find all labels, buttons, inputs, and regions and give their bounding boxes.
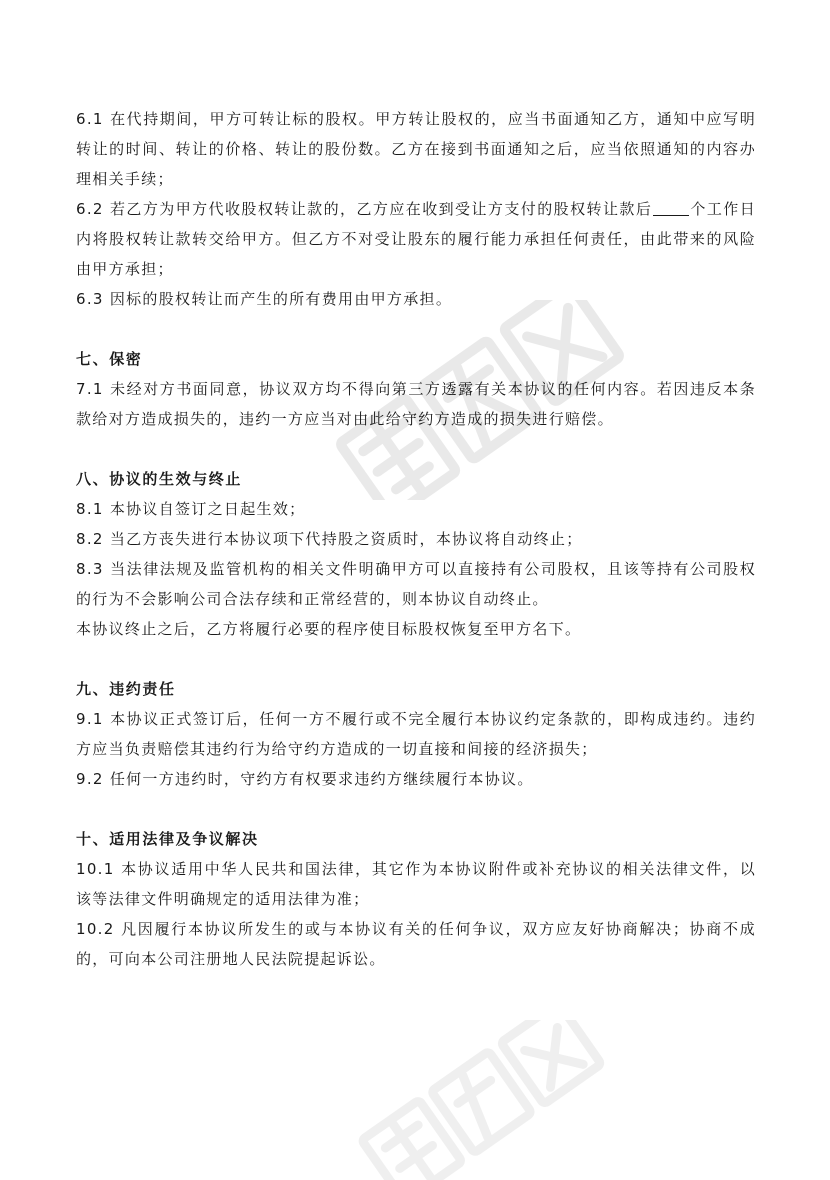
section-8-heading: 八、协议的生效与终止 — [76, 470, 243, 488]
clause-6-2-text-b: 个工作日内将股权转让款转交给甲方。但乙方不对受让股东的履行能力承担任何责任，由此带来的风险由甲方承担； — [76, 200, 756, 278]
watermark-seal-bottom — [330, 1020, 630, 1180]
section-7-heading: 七、保密 — [76, 350, 143, 368]
clause-6-1: 6.1 在代持期间，甲方可转让标的股权。甲方转让股权的，应当书面通知乙方，通知中应写明转让的时间、转让的价格、转让的股份数。乙方在接到书面通知之后，应当依照通知的内容办理相关手续； — [76, 110, 756, 188]
clause-6-3: 6.3 因标的股权转让而产生的所有费用由甲方承担。 — [76, 290, 453, 308]
clause-9-1: 9.1 本协议正式签订后，任何一方不履行或不完全履行本协议约定条款的，即构成违约。违约方应当负责赔偿其违约行为给守约方造成的一切直接和间接的经济损失； — [76, 710, 756, 758]
clause-8-2: 8.2 当乙方丧失进行本协议项下代持股之资质时，本协议将自动终止； — [76, 530, 583, 548]
document-body — [76, 104, 756, 974]
clause-8-1: 8.1 本协议自签订之日起生效； — [76, 500, 306, 518]
clause-8-3: 8.3 当法律法规及监管机构的相关文件明确甲方可以直接持有公司股权，且该等持有公司股权的行为不会影响公司合法存续和正常经营的，则本协议自动终止。 — [76, 560, 756, 608]
clause-6-2 — [76, 194, 756, 284]
clause-7-1: 7.1 未经对方书面同意，协议双方均不得向第三方透露有关本协议的任何内容。若因违反本条款给对方造成损失的，违约一方应当对由此给守约方造成的损失进行赔偿。 — [76, 380, 756, 428]
section-10-heading: 十、适用法律及争议解决 — [76, 830, 259, 848]
clause-10-1: 10.1 本协议适用中华人民共和国法律，其它作为本协议附件或补充协议的相关法律文件，以该等法律文件明确规定的适用法律为准； — [76, 860, 756, 908]
clause-10-2: 10.2 凡因履行本协议所发生的或与本协议有关的任何争议，双方应友好协商解决；协商不成的，可向本公司注册地人民法院提起诉讼。 — [76, 920, 756, 968]
section-9-heading: 九、违约责任 — [76, 680, 176, 698]
clause-6-2-text-a: 6.2 若乙方为甲方代收股权转让款的，乙方应在收到受让方支付的股权转让款后 — [76, 200, 653, 218]
fill-in-blank — [653, 199, 689, 216]
clause-8-note: 本协议终止之后，乙方将履行必要的程序使目标股权恢复至甲方名下。 — [76, 620, 582, 638]
clause-9-2: 9.2 任何一方违约时，守约方有权要求违约方继续履行本协议。 — [76, 770, 534, 788]
